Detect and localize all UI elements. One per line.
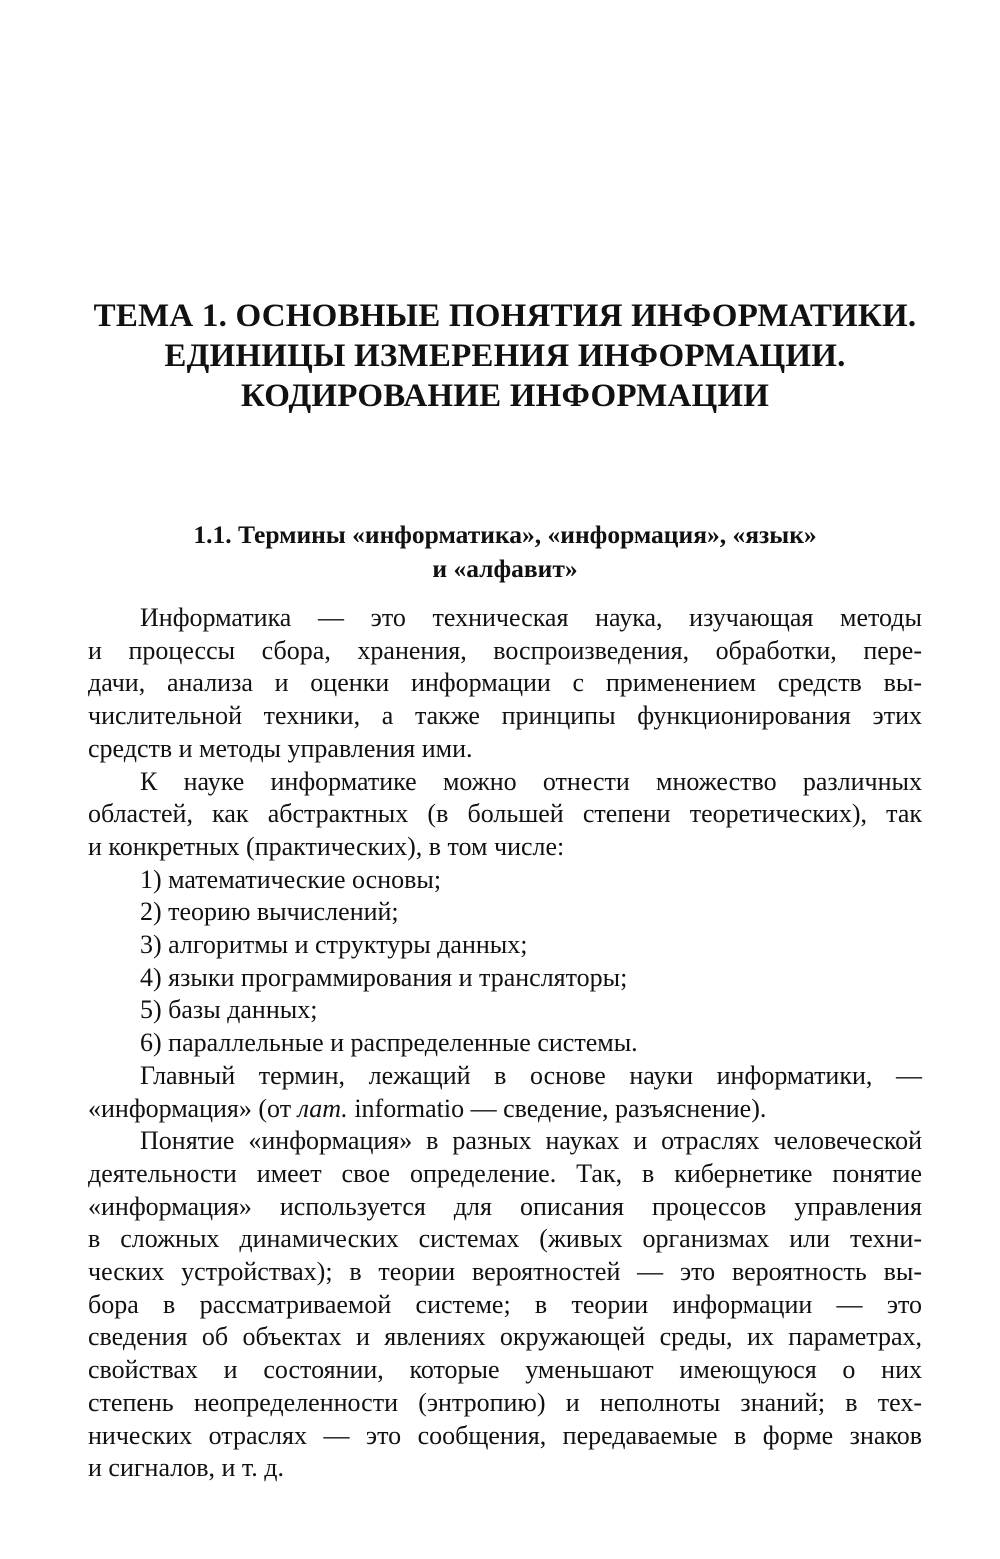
- paragraph-line: степень неопределенности (энтропию) и неполноты знаний; в тех-: [88, 1387, 922, 1417]
- paragraph-2: [88, 766, 922, 864]
- paragraph-1: [88, 602, 922, 766]
- paragraph-line: и сигналов, и т. д.: [88, 1453, 285, 1483]
- paragraph-line: деятельности имеет свое определение. Так, в кибернетике понятие: [88, 1158, 922, 1188]
- chapter-title-line: ТЕМА 1. ОСНОВНЫЕ ПОНЯТИЯ ИНФОРМАТИКИ.: [93, 298, 917, 334]
- body-text: [88, 602, 922, 1485]
- paragraph-line: нических отраслях — это сообщения, передаваемые в форме знаков: [88, 1420, 922, 1450]
- paragraph-line: Информатика — это техническая наука, изучающая методы: [140, 603, 922, 632]
- paragraph-line: «информация» используется для описания процессов управления: [88, 1191, 922, 1221]
- paragraph-line: [88, 1093, 922, 1126]
- list-item: 5) базы данных;: [140, 995, 318, 1025]
- paragraph-line: числительной техники, а также принципы функционирования этих: [88, 701, 922, 731]
- paragraph-4: [88, 1125, 922, 1485]
- topics-list: [88, 864, 922, 1060]
- paragraph-line: Главный термин, лежащий в основе науки информатики, —: [140, 1060, 922, 1090]
- list-item: 2) теорию вычислений;: [140, 897, 399, 927]
- paragraph-line: свойствах и состоянии, которые уменьшают имеющуюся о них: [88, 1355, 922, 1385]
- chapter-title-line: ЕДИНИЦЫ ИЗМЕРЕНИЯ ИНФОРМАЦИИ.: [164, 338, 846, 374]
- paragraph-line: Понятие «информация» в разных науках и отраслях человеческой: [140, 1126, 922, 1156]
- list-item: 1) математические основы;: [140, 864, 442, 894]
- paragraph-line: средств и методы управления ими.: [88, 733, 473, 763]
- list-item: 4) языки программирования и трансляторы;: [140, 962, 628, 992]
- text-run: «информация» (от: [88, 1093, 298, 1123]
- chapter-title-line: КОДИРОВАНИЕ ИНФОРМАЦИИ: [240, 378, 770, 414]
- paragraph-line: областей, как абстрактных (в большей степени теоретических), так: [88, 799, 922, 829]
- section-title-line: и «алфавит»: [432, 554, 578, 583]
- paragraph-line: дачи, анализа и оценки информации с применением средств вы-: [88, 668, 922, 698]
- paragraph-line: бора в рассматриваемой системе; в теории информации — это: [88, 1289, 922, 1319]
- paragraph-line: К науке информатике можно отнести множество различных: [140, 766, 922, 796]
- list-item: 6) параллельные и распределенные системы.: [140, 1028, 638, 1058]
- paragraph-line: и процессы сбора, хранения, воспроизведения, обработки, пере-: [88, 635, 922, 665]
- paragraph-3: [88, 1060, 922, 1125]
- chapter-title: [88, 296, 922, 416]
- paragraph-line: и конкретных (практических), в том числе:: [88, 831, 565, 861]
- paragraph-line: сведения об объектах и явлениях окружающей среды, их параметрах,: [88, 1322, 922, 1352]
- list-item: 3) алгоритмы и структуры данных;: [140, 930, 528, 960]
- section-title: [88, 518, 922, 586]
- italic-abbreviation: лат.: [297, 1093, 348, 1123]
- text-run: informatio — сведение, разъяснение).: [347, 1093, 767, 1123]
- paragraph-line: в сложных динамических системах (живых организмах или техни-: [88, 1224, 922, 1254]
- section-title-line: 1.1. Термины «информатика», «информация», «язык»: [193, 520, 817, 549]
- paragraph-line: ческих устройствах); в теории вероятностей — это вероятность вы-: [88, 1257, 922, 1287]
